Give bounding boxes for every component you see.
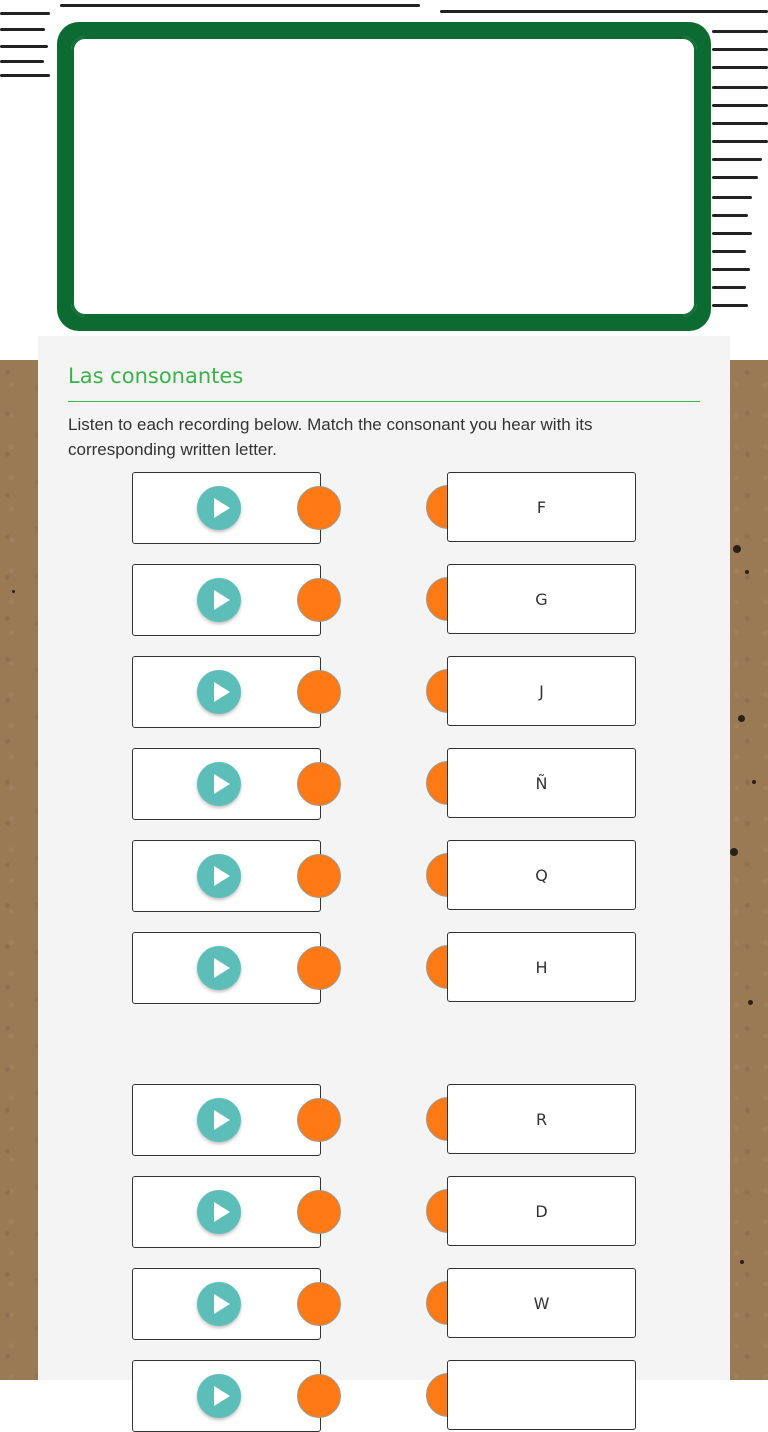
play-icon[interactable] [197, 1374, 241, 1418]
letter-card: F [447, 472, 636, 542]
decor-speck [745, 570, 749, 574]
decor-stripe [712, 48, 768, 51]
match-pair [38, 840, 730, 912]
decor-stripe [712, 140, 768, 143]
play-icon[interactable] [197, 854, 241, 898]
connector-dot-left[interactable] [297, 670, 341, 714]
worksheet-panel [38, 336, 730, 1380]
audio-card [132, 1360, 321, 1432]
audio-card [132, 932, 321, 1004]
decor-speck [740, 1260, 744, 1264]
match-pair [38, 932, 730, 1004]
match-pair [38, 1084, 730, 1156]
decor-stripe [712, 196, 752, 199]
header-banner [57, 22, 711, 331]
decor-stripe [712, 250, 746, 253]
letter-card: H [447, 932, 636, 1002]
audio-card [132, 1268, 321, 1340]
play-icon[interactable] [197, 1190, 241, 1234]
connector-dot-left[interactable] [297, 1374, 341, 1418]
audio-card [132, 564, 321, 636]
decor-speck [730, 848, 738, 856]
play-icon[interactable] [197, 1098, 241, 1142]
connector-dot-left[interactable] [297, 1098, 341, 1142]
connector-dot-left[interactable] [297, 854, 341, 898]
decor-speck [752, 780, 756, 784]
play-icon[interactable] [197, 486, 241, 530]
decor-stripe [712, 286, 746, 289]
letter-card: J [447, 656, 636, 726]
letter-card: R [447, 1084, 636, 1154]
letter-card: Ñ [447, 748, 636, 818]
connector-dot-left[interactable] [297, 578, 341, 622]
decor-stripe [0, 45, 48, 48]
match-pair [38, 1360, 730, 1432]
decor-stripe [712, 30, 768, 33]
decor-stripe [0, 74, 50, 77]
play-icon[interactable] [197, 946, 241, 990]
decor-stripe [0, 28, 45, 31]
letter-card: D [447, 1176, 636, 1246]
audio-card [132, 1176, 321, 1248]
match-pair [38, 472, 730, 544]
section-divider [68, 401, 700, 402]
match-pair [38, 1176, 730, 1248]
audio-card [132, 1084, 321, 1156]
audio-card [132, 472, 321, 544]
audio-card [132, 748, 321, 820]
decor-speck [748, 1000, 753, 1005]
decor-stripe [0, 12, 50, 15]
decor-stripe [60, 4, 420, 7]
decor-stripe [712, 268, 750, 271]
letter-card: Q [447, 840, 636, 910]
decor-stripe [712, 158, 762, 161]
letter-card [447, 1360, 636, 1430]
decor-speck [738, 715, 745, 722]
connector-dot-left[interactable] [297, 1190, 341, 1234]
match-pair [38, 656, 730, 728]
decor-stripe [712, 176, 758, 179]
decor-stripe [712, 104, 768, 107]
match-pair [38, 748, 730, 820]
connector-dot-left[interactable] [297, 1282, 341, 1326]
audio-card [132, 840, 321, 912]
connector-dot-left[interactable] [297, 762, 341, 806]
decor-stripe [712, 66, 768, 69]
decor-speck [733, 545, 741, 553]
decor-stripe [712, 214, 748, 217]
decor-stripe [712, 86, 768, 89]
section-title: Las consonantes [68, 364, 244, 388]
play-icon[interactable] [197, 670, 241, 714]
match-pair [38, 564, 730, 636]
decor-stripe [712, 232, 752, 235]
letter-card: G [447, 564, 636, 634]
letter-card: W [447, 1268, 636, 1338]
play-icon[interactable] [197, 578, 241, 622]
decor-speck [12, 590, 15, 593]
header-banner-content [71, 36, 697, 317]
match-pair [38, 1268, 730, 1340]
audio-card [132, 656, 321, 728]
play-icon[interactable] [197, 762, 241, 806]
decor-stripe [440, 10, 768, 13]
instructions-text: Listen to each recording below. Match the consonant you hear with its corresponding written letter. [68, 415, 593, 459]
decor-stripe [712, 304, 748, 307]
play-icon[interactable] [197, 1282, 241, 1326]
connector-dot-left[interactable] [297, 946, 341, 990]
decor-stripe [0, 60, 44, 63]
connector-dot-left[interactable] [297, 486, 341, 530]
decor-stripe [712, 122, 768, 125]
